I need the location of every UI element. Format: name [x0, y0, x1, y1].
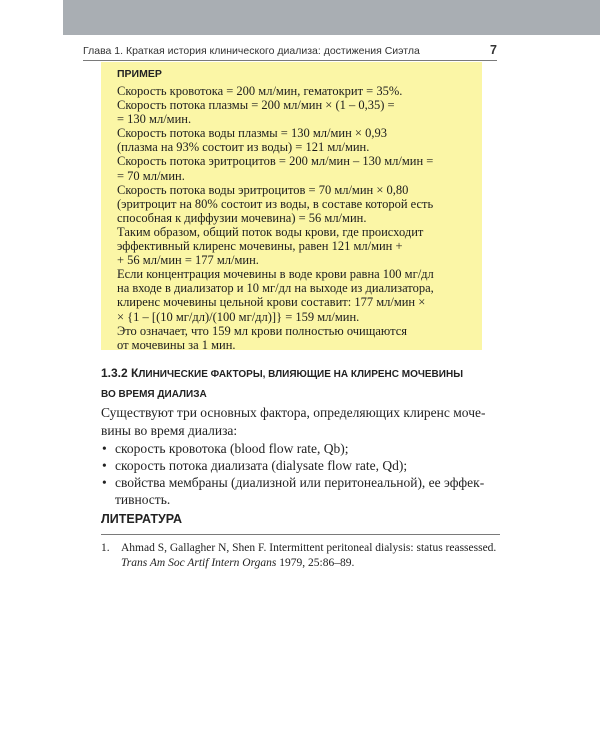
references-heading: ЛИТЕРАТУРА — [101, 512, 500, 535]
page-number: 7 — [490, 43, 497, 57]
section-heading-line-1 — [101, 364, 501, 384]
example-text — [117, 84, 477, 352]
section-heading — [101, 364, 501, 404]
reference-source — [121, 556, 501, 571]
list-item — [101, 474, 501, 508]
list-item-line: • свойства мембраны (диализной или перитонеальной), ее эффек- — [115, 475, 485, 490]
list-item-line: • скорость кровотока (blood flow rate, Qb); — [115, 441, 349, 456]
running-header — [83, 35, 497, 61]
list-item-line: тивность. — [115, 492, 171, 507]
example-label: ПРИМЕР — [117, 68, 162, 80]
example-line: на входе в диализатор и 10 мг/дл на выходе из диализатора, — [117, 281, 434, 296]
section-heading-line-2 — [101, 384, 501, 404]
example-line: (эритроцит на 80% состоит из воды, в составе которой есть — [117, 196, 434, 211]
list-item — [101, 457, 501, 474]
section-title-rest: ЛИНИЧЕСКИЕ ФАКТОРЫ, ВЛИЯЮЩИЕ НА КЛИРЕНС МОЧЕВИНЫ — [138, 369, 463, 380]
example-line: Скорость потока воды плазмы = 130 мл/мин × 0,93 — [117, 126, 387, 141]
example-line: + 56 мл/мин = 177 мл/мин. — [117, 253, 259, 268]
example-line: от мочевины за 1 мин. — [117, 337, 236, 352]
example-line: способная к диффузии мочевина) = 56 мл/мин. — [117, 210, 367, 225]
example-line: = 70 мл/мин. — [117, 168, 185, 183]
chapter-title: Глава 1. Краткая история клинического диализа: достижения Сиэтла — [83, 45, 420, 57]
example-line: = 130 мл/мин. — [117, 112, 192, 127]
paragraph-line: Существуют три основных фактора, определяющих клиренс моче- — [101, 405, 486, 420]
list-item-line: • скорость потока диализата (dialysate flow rate, Qd); — [115, 458, 408, 473]
example-line: Скорость кровотока = 200 мл/мин, гематокрит = 35%. — [117, 84, 403, 98]
example-line: эффективный клиренс мочевины, равен 121 мл/мин + — [117, 239, 403, 254]
example-line: Если концентрация мочевины в воде крови равна 100 мг/дл — [117, 267, 434, 282]
example-line: Таким образом, общий поток воды крови, где происходит — [117, 224, 424, 239]
example-line: клиренс мочевины цельной крови составит: 177 мл/мин × — [117, 295, 426, 310]
example-line: × {1 – [(10 мг/дл)/(100 мг/дл)]} = 159 мл/мин. — [117, 309, 360, 324]
section-title-rest-2: ВО ВРЕМЯ ДИАЛИЗА — [101, 389, 207, 400]
section-number: 1.3.2 — [101, 366, 128, 380]
example-line: Это означает, что 159 мл крови полностью очищаются — [117, 323, 408, 338]
reference-number: 1. — [101, 542, 110, 554]
example-line: Скорость потока воды эритроцитов = 70 мл/мин × 0,80 — [117, 182, 409, 197]
example-line: (плазма на 93% состоит из воды) = 121 мл/мин. — [117, 140, 370, 155]
reference-authors-title: Ahmad S, Gallagher N, Shen F. Intermittent peritoneal dialysis: status reassessed. — [121, 542, 497, 554]
list-item — [101, 440, 501, 457]
reference-list — [101, 541, 501, 571]
example-box — [101, 62, 482, 350]
reference-item — [101, 541, 501, 571]
reference-journal: Trans Am Soc Artif Intern Organs — [121, 557, 277, 569]
paragraph-line: вины во время диализа: — [101, 423, 238, 438]
reference-details: 1979, 25:86–89. — [276, 557, 355, 569]
example-line: Скорость потока эритроцитов = 200 мл/мин – 130 мл/мин = — [117, 154, 434, 169]
factor-list — [101, 440, 501, 508]
section-title-cap: К — [131, 366, 139, 380]
example-line: Скорость потока плазмы = 200 мл/мин × (1 – 0,35) = — [117, 98, 395, 113]
section-paragraph — [101, 404, 491, 440]
top-gray-band — [63, 0, 600, 35]
